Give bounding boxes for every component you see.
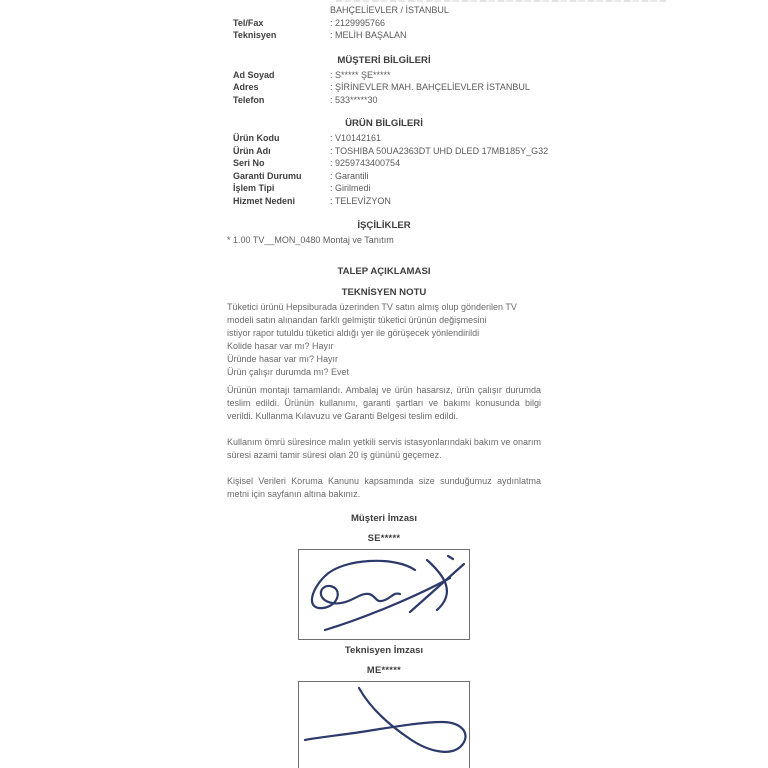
customer-signature-name: SE***** bbox=[367, 533, 401, 543]
labor-item: * 1.00 TV__MON_0480 Montaj ve Tanıtım bbox=[227, 235, 394, 245]
row-label: Telefon bbox=[233, 94, 265, 105]
table-row bbox=[233, 170, 768, 183]
row-label: İşlem Tipi bbox=[233, 183, 275, 193]
address-wrap-line: BAHÇELİEVLER / İSTANBUL bbox=[330, 5, 449, 15]
row-value: : S***** ŞE***** bbox=[330, 69, 391, 80]
row-label: Ürün Kodu bbox=[233, 133, 280, 143]
row-value: : Garantili bbox=[330, 170, 369, 181]
customer-info-table bbox=[233, 69, 768, 107]
tech-note-body bbox=[227, 301, 541, 501]
product-info-table bbox=[233, 132, 768, 207]
technician-signature-drawing bbox=[299, 682, 469, 768]
row-value: : Girilmedi bbox=[330, 183, 371, 193]
row-label: Teknisyen bbox=[233, 30, 277, 40]
note-line: Üründe hasar var mı? Hayır bbox=[227, 354, 339, 364]
row-value: : TOSHIBA 50UA2363DT UHD DLED 17MB185Y_G32 bbox=[330, 145, 549, 156]
request-title: TALEP AÇIKLAMASI bbox=[337, 266, 431, 277]
table-row bbox=[233, 81, 768, 94]
row-value: : 2129995766 bbox=[330, 17, 386, 28]
technician-signature-box bbox=[298, 681, 470, 768]
note-line: Tüketici ürünü Hepsiburada üzerinden TV satın almış olup gönderilen TV bbox=[227, 302, 517, 312]
row-value: : 9259743400754 bbox=[330, 158, 401, 168]
table-row bbox=[233, 17, 768, 30]
customer-signature-title: Müşteri İmzası bbox=[350, 513, 418, 524]
row-value: : 533*****30 bbox=[330, 94, 378, 105]
table-row bbox=[233, 4, 768, 17]
row-label: Garanti Durumu bbox=[233, 170, 302, 181]
table-row bbox=[233, 29, 768, 42]
technician-signature-name: ME***** bbox=[366, 665, 402, 675]
table-row bbox=[233, 132, 768, 145]
table-row bbox=[233, 157, 768, 170]
note-line: Kolide hasar var mı? Hayır bbox=[227, 341, 334, 351]
technician-signature-title: Teknisyen İmzası bbox=[344, 645, 424, 656]
row-value: : V10142161 bbox=[330, 133, 382, 143]
row-label bbox=[233, 4, 330, 17]
cropped-text-remnant bbox=[336, 0, 666, 2]
table-row bbox=[233, 145, 768, 158]
row-label: Ad Soyad bbox=[233, 69, 275, 80]
tech-note-title: TEKNİSYEN NOTU bbox=[341, 287, 427, 298]
table-row bbox=[233, 69, 768, 82]
row-value: : MELİH BAŞALAN bbox=[330, 30, 407, 40]
row-label: Ürün Adı bbox=[233, 145, 271, 156]
note-line: modeli satın alınandan farklı gelmiştir tüketici ürünün değişmesini bbox=[227, 315, 487, 325]
labor-title: İŞÇİLİKLER bbox=[357, 220, 411, 231]
note-paragraph: Kişisel Verileri Koruma Kanunu kapsamında size sunduğumuz aydınlatma metni için sayfanın altına bakınız. bbox=[227, 476, 541, 499]
customer-info-title: MÜŞTERİ BİLGİLERİ bbox=[337, 54, 431, 66]
row-value: : ŞİRİNEVLER MAH. BAHÇELİEVLER İSTANBUL bbox=[330, 82, 530, 92]
note-line: istiyor rapor tutuldu tüketici aldığı yer ile görüşecek yönlendirildi bbox=[227, 328, 480, 338]
product-info-title: ÜRÜN BİLGİLERİ bbox=[345, 118, 423, 129]
customer-signature-box bbox=[298, 549, 470, 640]
customer-signature-drawing bbox=[299, 550, 469, 639]
row-label: Adres bbox=[233, 82, 259, 92]
note-line: Ürün çalışır durumda mı? Evet bbox=[227, 367, 350, 377]
note-paragraph: Kullanım ömrü süresince malın yetkili servis istasyonlarındaki bakım ve onarım süresi azami tamir süresi olan 20 iş gününü geçemez. bbox=[227, 437, 541, 460]
table-row bbox=[233, 94, 768, 107]
row-label: Seri No bbox=[233, 158, 265, 168]
note-paragraph: Ürünün montajı tamamlandı. Ambalaj ve ürün hasarsız, ürün çalışır durumda teslim edildi. Ürünün kullanımı, garanti şartları ve bakımı konusunda bilgi verildi. Kullanma Kılavuzu ve Garanti Belgesi teslim edildi. bbox=[227, 385, 541, 421]
table-row bbox=[233, 182, 768, 195]
row-label: Hizmet Nedeni bbox=[233, 195, 296, 206]
row-label: Tel/Fax bbox=[233, 17, 264, 28]
service-header-table bbox=[233, 4, 768, 42]
row-value: : TELEVİZYON bbox=[330, 195, 391, 206]
table-row bbox=[233, 195, 768, 208]
